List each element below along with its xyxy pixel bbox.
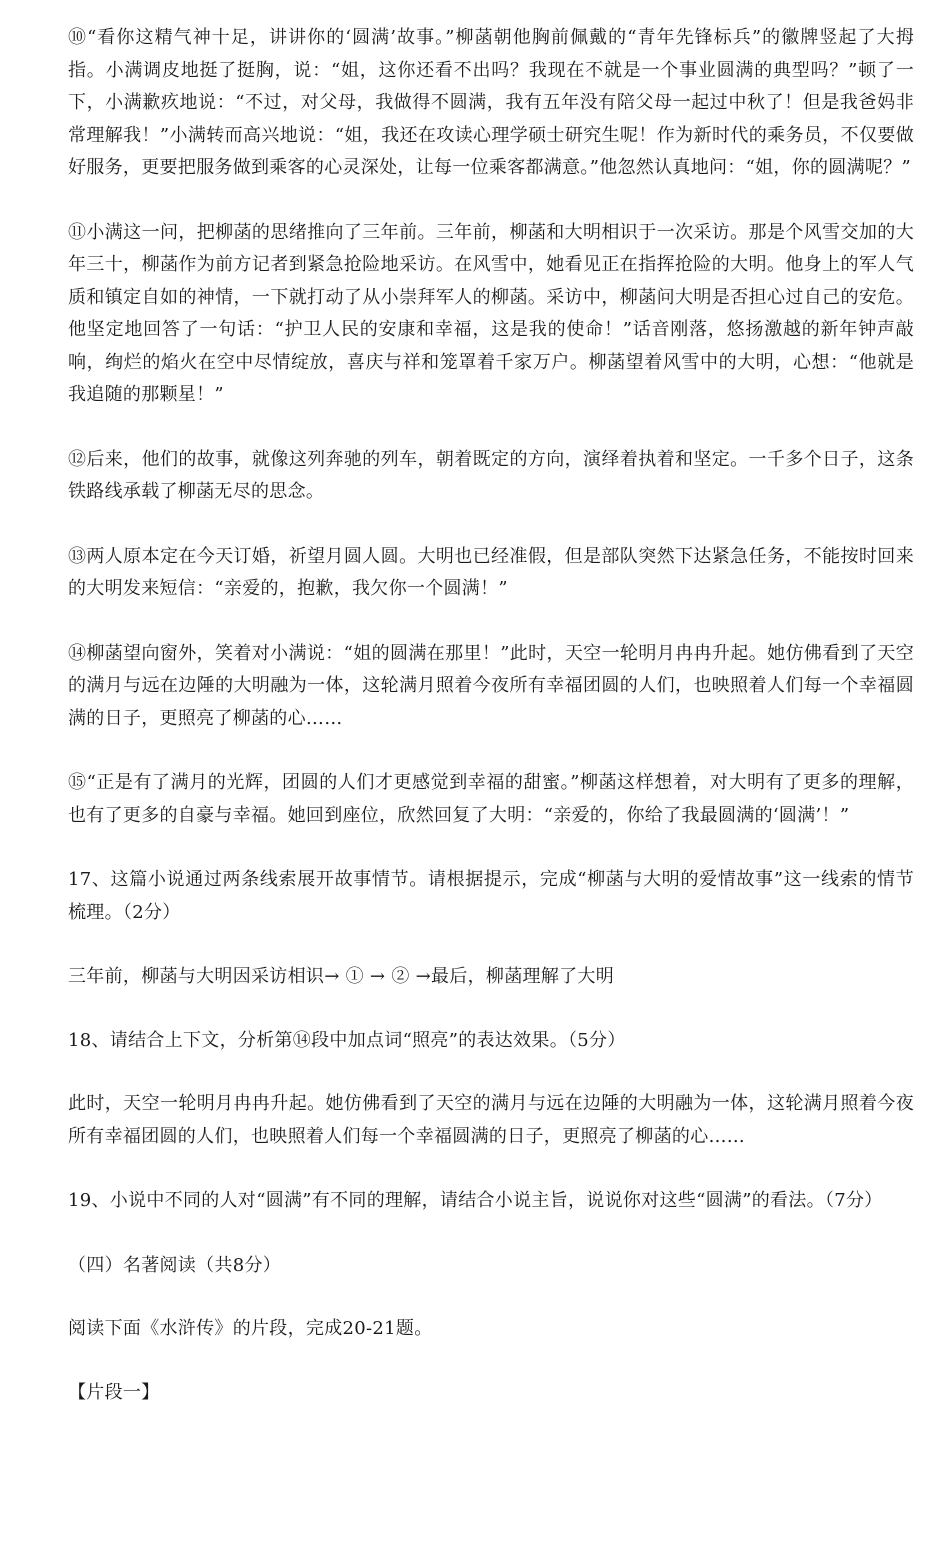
question-18-quote: 此时，天空一轮明月冉冉升起。她仿佛看到了天空的满月与远在边陲的大明融为一体，这轮满月照着今夜所有幸福团圆的人们，也映照着人们每一个幸福圆满的日子，更照亮了柳菡的心…… <box>68 1093 914 1147</box>
paragraph-10: ⑩“看你这精气神十足，讲讲你的‘圆满’故事。”柳菡朝他胸前佩戴的“青年先锋标兵”的徽牌竖起了大拇指。小满调皮地挺了挺胸，说：“姐，这你还看不出吗？我现在不就是一个事业圆满的典型吗？”顿了一下，小满歉疚地说：“不过，对父母，我做得不圆满，我有五年没有陪父母一起过中秋了！但是我爸妈非常理解我！”小满转而高兴地说：“姐，我还在攻读心理学硕士研究生呢！作为新时代的乘务员，不仅要做好服务，更要把服务做到乘客的心灵深处，让每一位乘客都满意。”他忽然认真地问：“姐，你的圆满呢？” <box>68 27 914 178</box>
paragraph-12: ⑫后来，他们的故事，就像这列奔驰的列车，朝着既定的方向，演绎着执着和坚定。一千多个日子，这条铁路线承载了柳菡无尽的思念。 <box>68 448 914 502</box>
fragment-1-heading: 【片段一】 <box>68 1381 160 1403</box>
paragraph-11: ⑪小满这一问，把柳菡的思绪推向了三年前。三年前，柳菡和大明相识于一次采访。那是个风雪交加的大年三十，柳菡作为前方记者到紧急抢险地采访。在风雪中，她看见正在指挥抢险的大明。他身上的军人气质和镇定自如的神情，一下就打动了从小崇拜军人的柳菡。采访中，柳菡问大明是否担心过自己的安危。他坚定地回答了一句话：“护卫人民的安康和幸福，这是我的使命！”话音刚落，悠扬激越的新年钟声敲响，绚烂的焰火在空中尽情绽放，喜庆与祥和笼罩着千家万户。柳菡望着风雪中的大明，心想：“他就是我追随的那颗星！” <box>68 221 914 405</box>
question-17-plot-hint: 三年前，柳菡与大明因采访相识→ ① → ② →最后，柳菡理解了大明 <box>68 966 615 987</box>
question-17: 17、这篇小说通过两条线索展开故事情节。请根据提示，完成“柳菡与大明的爱情故事”这一线索的情节梳理。（2分） <box>68 869 914 923</box>
section-4-instructions: 阅读下面《水浒传》的片段，完成20-21题。 <box>68 1318 433 1339</box>
paragraph-14: ⑭柳菡望向窗外，笑着对小满说：“姐的圆满在那里！”此时，天空一轮明月冉冉升起。她仿佛看到了天空的满月与远在边陲的大明融为一体，这轮满月照着今夜所有幸福团圆的人们，也映照着人们每一个幸福圆满的日子，更照亮了柳菡的心…… <box>68 642 914 729</box>
paragraph-15: ⑮“正是有了满月的光辉，团圆的人们才更感觉到幸福的甜蜜。”柳菡这样想着，对大明有了更多的理解，也有了更多的自豪与幸福。她回到座位，欣然回复了大明：“亲爱的，你给了我最圆满的‘圆满’！” <box>68 772 914 826</box>
section-4-heading: （四）名著阅读（共8分） <box>68 1254 282 1276</box>
document-page <box>68 22 914 1440</box>
paragraph-13: ⑬两人原本定在今天订婚，祈望月圆人圆。大明也已经准假，但是部队突然下达紧急任务，不能按时回来的大明发来短信：“亲爱的，抱歉，我欠你一个圆满！” <box>68 545 914 599</box>
question-19: 19、小说中不同的人对“圆满”有不同的理解，请结合小说主旨，说说你对这些“圆满”的看法。（7分） <box>68 1190 883 1211</box>
question-18: 18、请结合上下文，分析第⑭段中加点词“照亮”的表达效果。（5分） <box>68 1029 626 1051</box>
